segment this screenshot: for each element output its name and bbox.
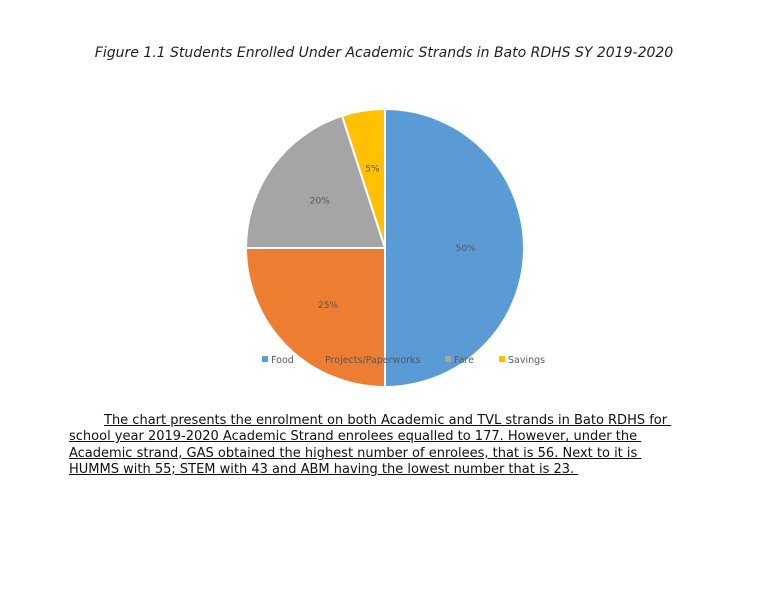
legend-swatch-projects-paperworks — [316, 356, 322, 362]
pie-slice-food — [385, 109, 524, 387]
figure-caption: Figure 1.1 Students Enrolled Under Academic Strands in Bato RDHS SY 2019-2020 — [94, 45, 674, 61]
paragraph-line: HUMMS with 55; STEM with 43 and ABM having the lowest number that is 23. — [69, 461, 579, 477]
chart-description-paragraph — [69, 413, 709, 478]
legend-label-savings: Savings — [508, 355, 546, 366]
legend-swatch-food — [262, 356, 268, 362]
data-label-savings: 5% — [365, 164, 380, 175]
pie-slice-projects-paperworks — [246, 248, 385, 387]
paragraph-line: school year 2019-2020 Academic Strand enrolees equalled to 177. However, under the — [69, 429, 642, 445]
legend-swatch-fare — [445, 356, 451, 362]
legend-label-fare: Fare — [454, 355, 474, 366]
data-label-food: 50% — [455, 244, 476, 254]
legend-label-food: Food — [271, 355, 294, 366]
paragraph-line: The chart presents the enrolment on both Academic and TVL strands in Bato RDHS for — [104, 413, 672, 428]
data-label-projects-paperworks: 25% — [317, 301, 339, 312]
paragraph-line: Academic strand, GAS obtained the highest number of enrolees, that is 56. Next to it is — [69, 445, 642, 461]
legend-label-projects-paperworks: Projects/Paperworks — [325, 355, 421, 366]
data-label-fare: 20% — [309, 196, 330, 207]
legend-swatch-savings — [499, 356, 505, 362]
